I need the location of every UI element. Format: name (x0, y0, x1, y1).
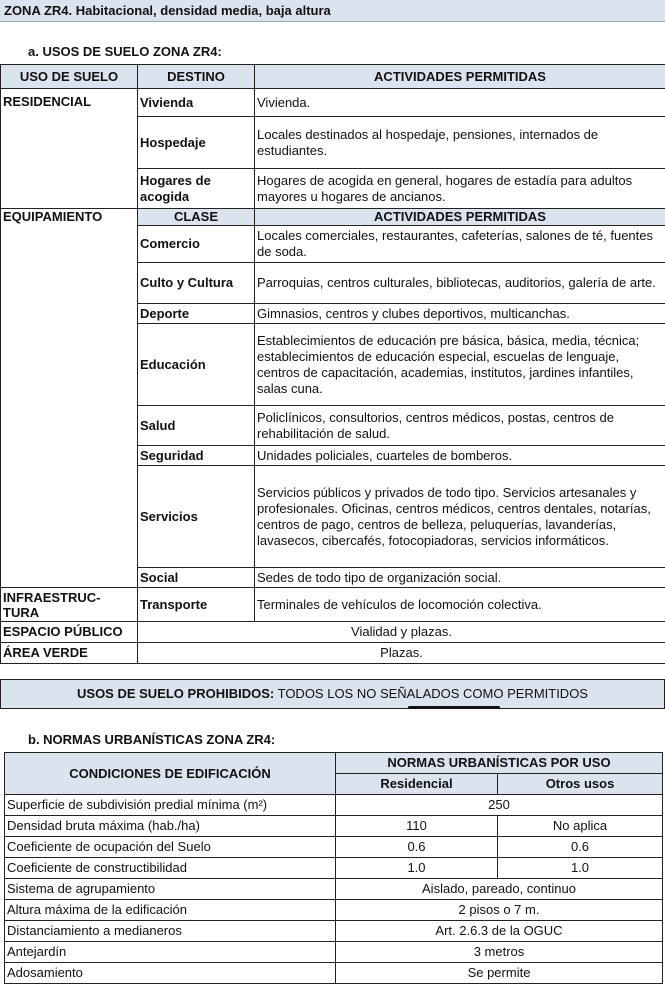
condition-label: Sistema de agrupamiento (5, 879, 336, 900)
condition-label: Adosamiento (5, 963, 336, 984)
urban-norms-table (4, 752, 663, 984)
condition-label: Coeficiente de ocupación del Suelo (5, 837, 336, 858)
group-infraestructura: INFRAESTRUC-TURA (1, 588, 138, 622)
clase-cell: Seguridad (138, 446, 255, 466)
clase-cell: Culto y Cultura (138, 263, 255, 304)
clase-cell: Social (138, 568, 255, 588)
norm-value: Se permite (336, 963, 663, 984)
header-actividades: ACTIVIDADES PERMITIDAS (255, 65, 665, 89)
clase-cell: Comercio (138, 226, 255, 263)
actividades-cell: Policlínicos, consultorios, centros médicos, postas, centros de rehabilitación de salud. (255, 406, 665, 446)
land-use-table (0, 64, 665, 664)
norm-value: Art. 2.6.3 de la OGUC (336, 921, 663, 942)
prohibited-value: TODOS LOS NO SEÑALADOS COMO PERMITIDOS (277, 686, 588, 701)
actividades-cell: Locales comerciales, restaurantes, cafeterías, salones de té, fuentes de soda. (255, 226, 665, 263)
header-actividades-2: ACTIVIDADES PERMITIDAS (255, 209, 665, 226)
actividades-cell: Servicios públicos y privados de todo tipo. Servicios artesanales y profesionales. Oficinas, centros médicos, centros dentales, notarías, centros de pago, centros de belleza, peluquerías, lavanderías, lavasecos, cibercafés, fotocopiadoras, servicios informáticos. (255, 466, 665, 568)
header-uso-suelo: USO DE SUELO (1, 65, 138, 89)
condition-label: Distanciamiento a medianeros (5, 921, 336, 942)
condition-label: Densidad bruta máxima (hab./ha) (5, 816, 336, 837)
actividades-cell: Sedes de todo tipo de organización social. (255, 568, 665, 588)
handwritten-underline (408, 706, 500, 709)
condition-label: Antejardín (5, 942, 336, 963)
area-verde-value: Plazas. (138, 643, 665, 664)
header-destino: DESTINO (138, 65, 255, 89)
destino-cell: Hogares de acogida (138, 169, 255, 209)
actividades-cell: Terminales de vehículos de locomoción colectiva. (255, 588, 665, 622)
header-condiciones: CONDICIONES DE EDIFICACIÓN (5, 753, 336, 795)
group-espacio-publico: ESPACIO PÚBLICO (1, 622, 138, 643)
actividades-cell: Hogares de acogida en general, hogares de estadía para adultos mayores u hogares de ancianos. (255, 169, 665, 209)
prohibited-uses-banner (0, 679, 665, 709)
header-residencial: Residencial (336, 774, 498, 795)
norm-value: 2 pisos o 7 m. (336, 900, 663, 921)
section-b-title: b. NORMAS URBANÍSTICAS ZONA ZR4: (28, 732, 276, 747)
condition-label: Altura máxima de la edificación (5, 900, 336, 921)
destino-cell: Vivienda (138, 89, 255, 117)
actividades-cell: Unidades policiales, cuarteles de bomberos. (255, 446, 665, 466)
actividades-cell: Locales destinados al hospedaje, pensiones, internados de estudiantes. (255, 117, 665, 169)
norm-otros: 1.0 (498, 858, 663, 879)
norm-value: 250 (336, 795, 663, 816)
norm-residencial: 1.0 (336, 858, 498, 879)
condition-label: Superficie de subdivisión predial mínima (m²) (5, 795, 336, 816)
actividades-cell: Gimnasios, centros y clubes deportivos, multicanchas. (255, 304, 665, 324)
destino-cell: Hospedaje (138, 117, 255, 169)
prohibited-label: USOS DE SUELO PROHIBIDOS: (77, 686, 275, 701)
group-area-verde: ÁREA VERDE (1, 643, 138, 664)
espacio-publico-value: Vialidad y plazas. (138, 622, 665, 643)
group-residencial: RESIDENCIAL (1, 89, 138, 209)
actividades-cell: Parroquias, centros culturales, bibliotecas, auditorios, galería de arte. (255, 263, 665, 304)
clase-cell: Servicios (138, 466, 255, 568)
header-clase: CLASE (138, 209, 255, 226)
condition-label: Coeficiente de constructibilidad (5, 858, 336, 879)
clase-cell: Educación (138, 324, 255, 406)
section-a-title: a. USOS DE SUELO ZONA ZR4: (28, 44, 222, 59)
actividades-cell: Vivienda. (255, 89, 665, 117)
norm-residencial: 110 (336, 816, 498, 837)
clase-cell: Transporte (138, 588, 255, 622)
clase-cell: Salud (138, 406, 255, 446)
header-normas: NORMAS URBANÍSTICAS POR USO (336, 753, 663, 774)
zone-title: ZONA ZR4. Habitacional, densidad media, baja altura (0, 0, 665, 22)
norm-residencial: 0.6 (336, 837, 498, 858)
clase-cell: Deporte (138, 304, 255, 324)
group-equipamiento: EQUIPAMIENTO (1, 209, 138, 588)
header-otros-usos: Otros usos (498, 774, 663, 795)
norm-value: Aislado, pareado, continuo (336, 879, 663, 900)
actividades-cell: Establecimientos de educación pre básica, básica, media, técnica; establecimientos de educación especial, escuelas de lenguaje, centros de capacitación, academias, institutos, jardines infantiles, salas cuna. (255, 324, 665, 406)
norm-otros: 0.6 (498, 837, 663, 858)
norm-otros: No aplica (498, 816, 663, 837)
norm-value: 3 metros (336, 942, 663, 963)
